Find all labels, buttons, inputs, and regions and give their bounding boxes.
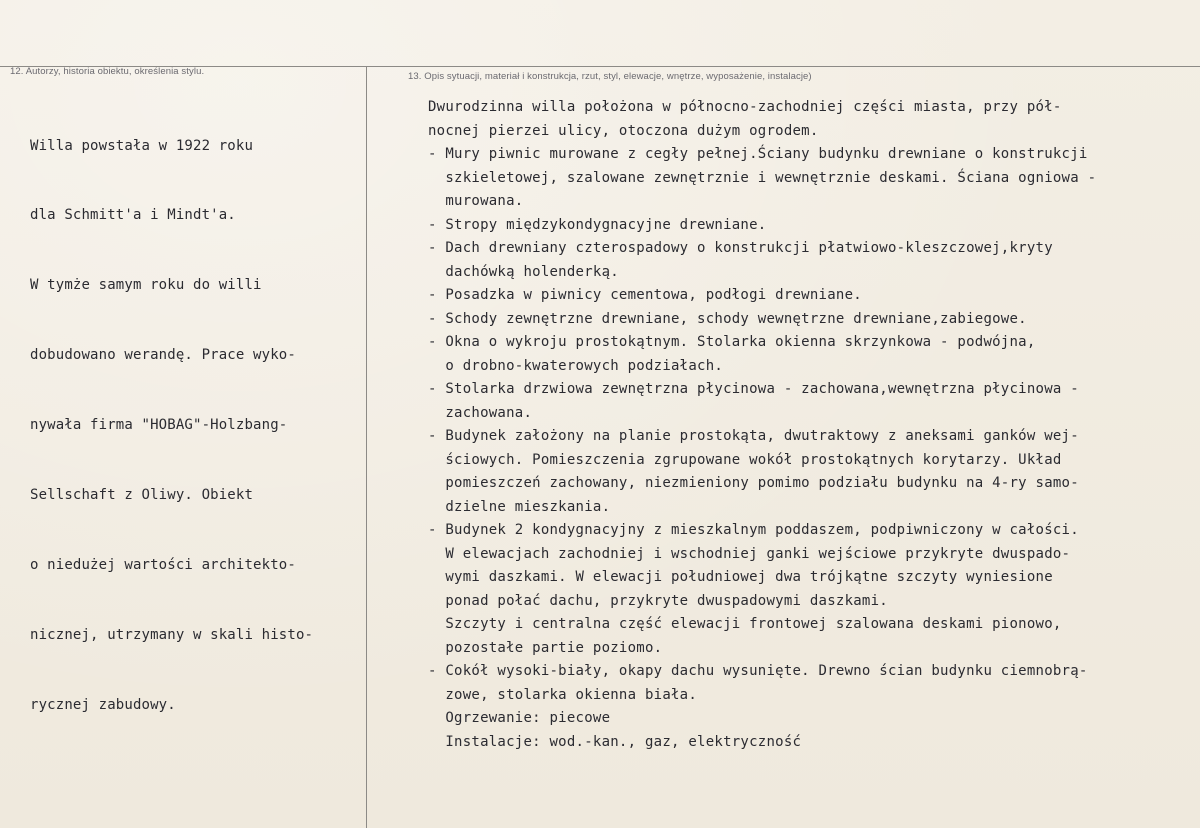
text-line: - Budynek 2 kondygnacyjny z mieszkalnym poddaszem, podpiwniczony w całości. — [428, 522, 1079, 538]
text-line: pozostałe partie poziomo. — [428, 639, 663, 656]
text-line: - Mury piwnic murowane z cegły pełnej.Ściany budynku drewniane o konstrukcji — [428, 146, 1088, 162]
text-line: zachowana. — [428, 404, 533, 421]
text-line: dachówką holenderką. — [428, 263, 619, 280]
text-line: Szczyty i centralna część elewacji frontowej szalowana deskami pionowo, — [428, 616, 1062, 632]
text-line: W tymże samym roku do willi — [30, 277, 262, 294]
text-line: rycznej zabudowy. — [30, 696, 176, 713]
text-line: o niedużej wartości architekto- — [30, 556, 296, 573]
building-description-text — [428, 96, 1188, 754]
text-line: wymi daszkami. W elewacji południowej dwa trójkątne szczyty wyniesione — [428, 569, 1053, 585]
text-line: ściowych. Pomieszczenia zgrupowane wokół prostokątnych korytarzy. Układ — [428, 451, 1062, 468]
text-line: szkieletowej, szalowane zewnętrznie i wewnętrznie deskami. Ściana ogniowa - — [428, 169, 1097, 186]
text-line: nocnej pierzei ulicy, otoczona dużym ogrodem. — [428, 122, 819, 139]
text-line: Sellschaft z Oliwy. Obiekt — [30, 487, 254, 504]
field-label-authors-history: 12. Autorzy, historia obiektu, określenia stylu. — [10, 66, 205, 77]
field-label-description: 13. Opis sytuacji, materiał i konstrukcja, rzut, styl, elewacje, wnętrze, wyposażenie, instalacje) — [408, 71, 812, 82]
text-line: o drobno-kwaterowych podziałach. — [428, 357, 724, 374]
text-line: zowe, stolarka okienna biała. — [428, 686, 698, 703]
text-line: pomieszczeń zachowany, niezmieniony pomimo podziału budynku na 4-ry samo- — [428, 475, 1079, 491]
text-line: - Posadzka w piwnicy cementowa, podłogi drewniane. — [428, 287, 862, 303]
text-line: - Stropy międzykondygnacyjne drewniane. — [428, 216, 767, 233]
text-line: Instalacje: wod.-kan., gaz, elektryczność — [428, 733, 802, 750]
text-line: nicznej, utrzymany w skali histo- — [30, 626, 314, 643]
text-line: - Okna o wykroju prostokątnym. Stolarka okienna skrzynkowa - podwójna, — [428, 334, 1036, 350]
text-line: dobudowano werandę. Prace wyko- — [30, 347, 296, 364]
text-line: ponad połać dachu, przykryte dwuspadowymi daszkami. — [428, 592, 888, 609]
authors-history-text — [30, 88, 360, 764]
text-line: - Schody zewnętrzne drewniane, schody wewnętrzne drewniane,zabiegowe. — [428, 310, 1027, 327]
text-line: Dwurodzinna willa położona w północno-zachodniej części miasta, przy pół- — [428, 99, 1062, 115]
text-line: W elewacjach zachodniej i wschodniej ganki wejściowe przykryte dwuspado- — [428, 545, 1071, 562]
text-line: - Dach drewniany czterospadowy o konstrukcji płatwiowo-kleszczowej,kryty — [428, 240, 1053, 256]
text-line: - Cokół wysoki-biały, okapy dachu wysunięte. Drewno ścian budynku ciemnobrą- — [428, 663, 1088, 679]
column-divider — [366, 66, 367, 828]
text-line: dzielne mieszkania. — [428, 498, 611, 515]
text-line: dla Schmitt'a i Mindt'a. — [30, 207, 236, 224]
text-line: - Budynek założony na planie prostokąta, dwutraktowy z aneksami ganków wej- — [428, 428, 1079, 444]
text-line: murowana. — [428, 193, 524, 209]
text-line: nywała firma "HOBAG"-Holzbang- — [30, 417, 288, 434]
text-line: Ogrzewanie: piecowe — [428, 710, 611, 726]
text-line: - Stolarka drzwiowa zewnętrzna płycinowa - zachowana,wewnętrzna płycinowa - — [428, 381, 1079, 397]
text-line: Willa powstała w 1922 roku — [30, 137, 254, 154]
